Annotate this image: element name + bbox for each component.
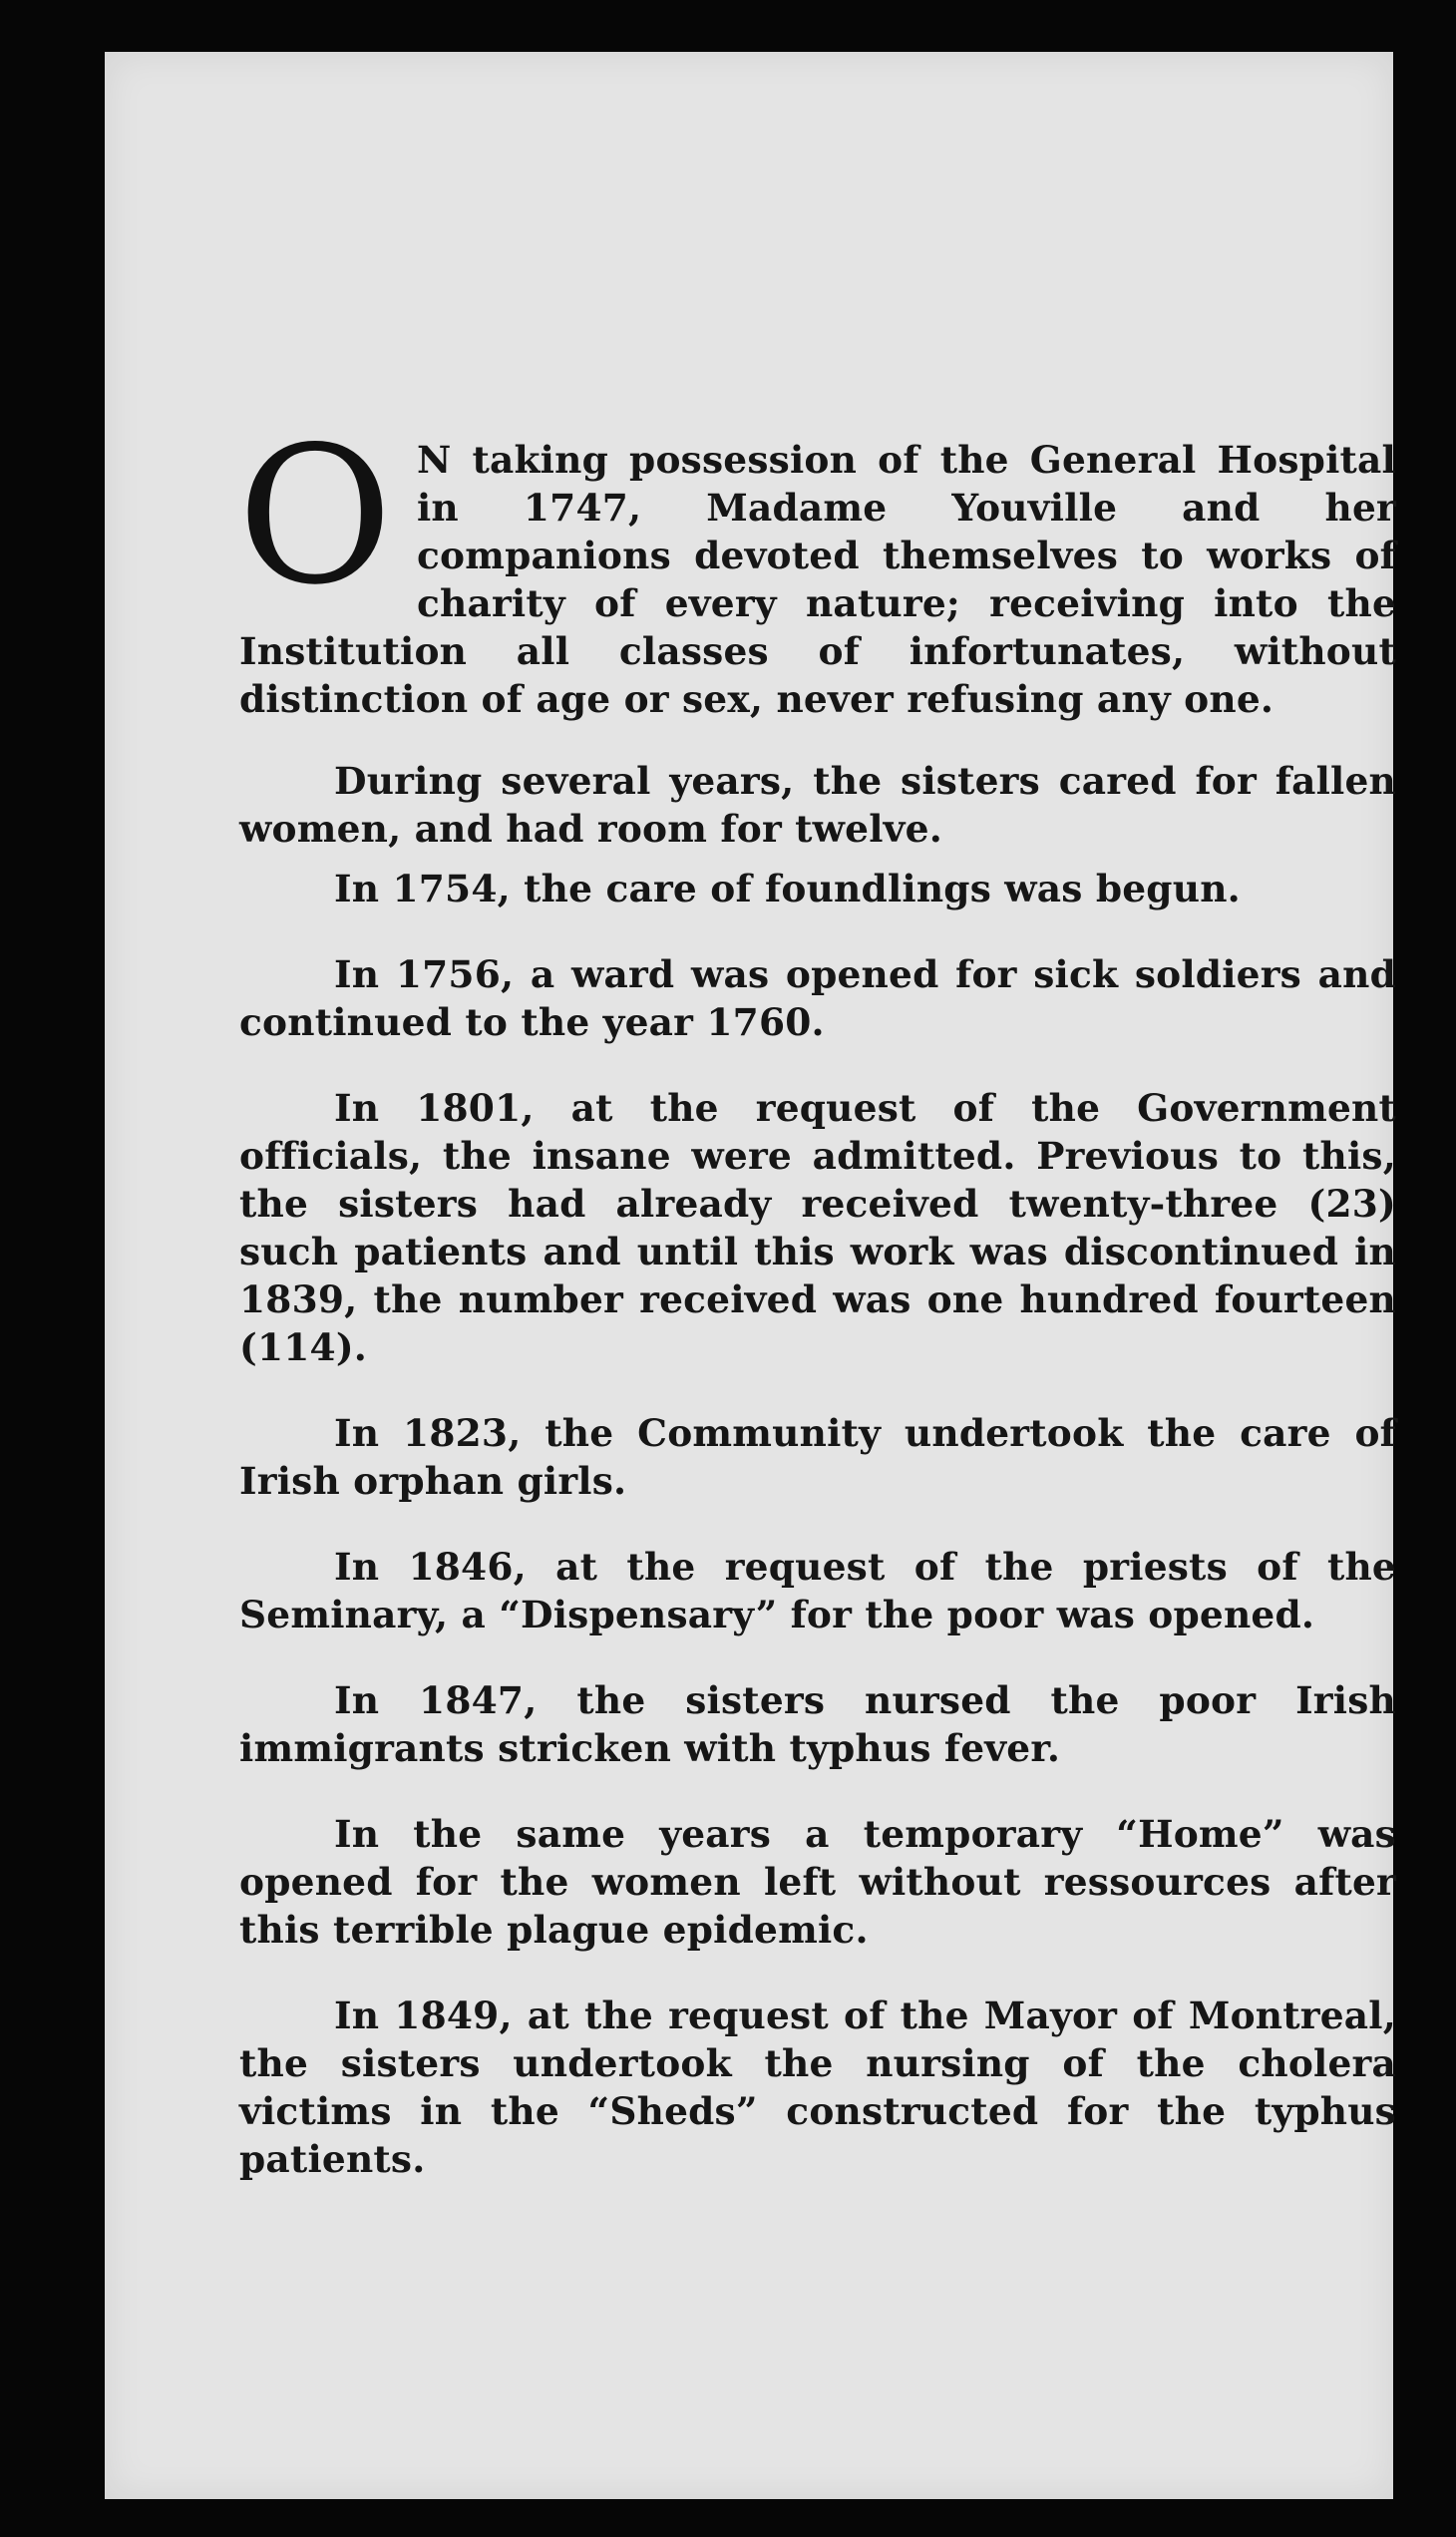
paragraph-5: In 1801, at the request of the Government officials, the insane were admitted. Previous to this, the sisters had already received twenty-three (23) such patients and until this work was discontinued in 1839, the number received was one hundred fourteen (114).	[239, 1086, 1396, 1369]
paragraph-1-text: N taking possession of the General Hospital in 1747, Madame Youville and her companions devoted themselves to works of charity of every nature; receiving into the Institution all classes of infortunates, without distinction of age or sex, never refusing any one.	[239, 438, 1396, 721]
paragraph-7: In 1846, at the request of the priests of the Seminary, a “Dispensary” for the poor was opened.	[239, 1545, 1396, 1636]
drop-cap-letter: O	[237, 406, 393, 626]
document-body	[237, 406, 1396, 2221]
paragraph-2: During several years, the sisters cared for fallen women, and had room for twelve.	[239, 759, 1396, 851]
paragraph-1	[237, 406, 1396, 723]
paragraph-6: In 1823, the Community undertook the care of Irish orphan girls.	[239, 1411, 1396, 1503]
paragraph-10: In 1849, at the request of the Mayor of Montreal, the sisters undertook the nursing of the cholera victims in the “Sheds” constructed for the typhus patients.	[239, 1993, 1396, 2181]
paragraph-8: In 1847, the sisters nursed the poor Irish immigrants stricken with typhus fever.	[239, 1678, 1396, 1770]
paragraph-4: In 1756, a ward was opened for sick soldiers and continued to the year 1760.	[239, 952, 1396, 1044]
document-page	[105, 52, 1396, 2499]
paragraph-9: In the same years a temporary “Home” was opened for the women left without ressources after this terrible plague epidemic.	[239, 1812, 1396, 1952]
paragraph-3: In 1754, the care of foundlings was begun.	[334, 867, 1241, 910]
